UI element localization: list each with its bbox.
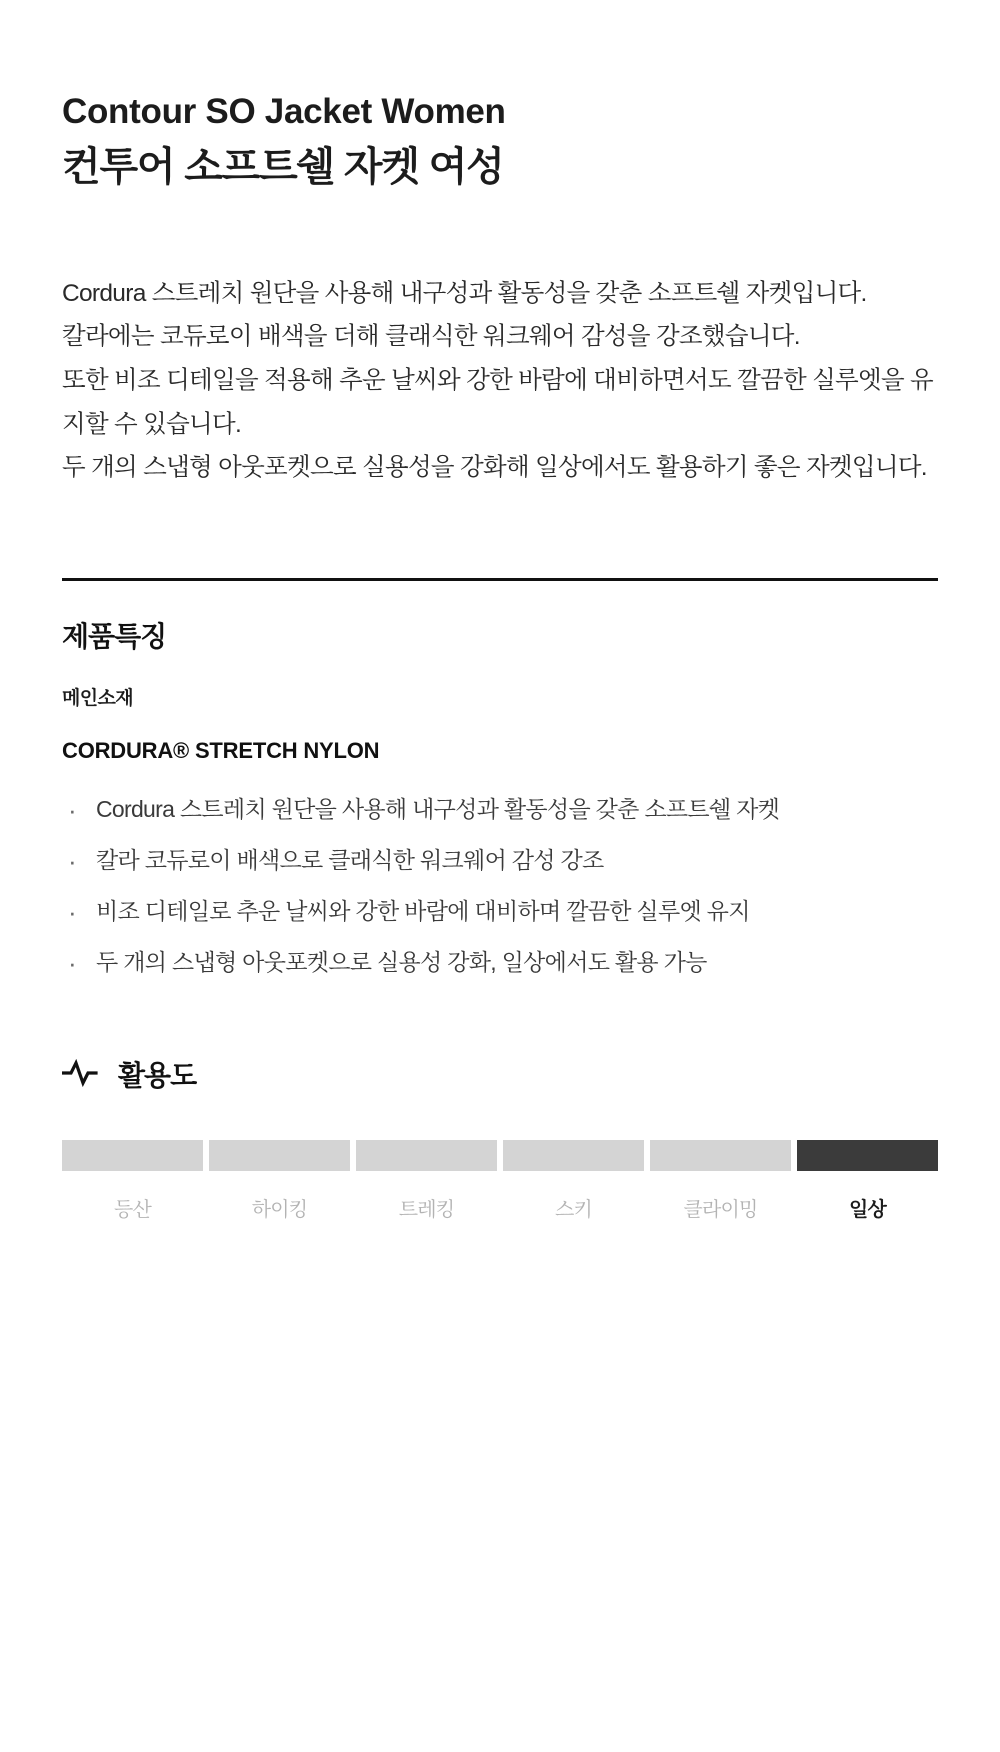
title-block [62, 0, 938, 194]
usage-bar [209, 1140, 350, 1171]
usage-heading: 활용도 [118, 1060, 197, 1092]
usage-bar [62, 1140, 203, 1171]
material-label: 메인소재 [62, 687, 134, 709]
usage-item-ski [503, 1140, 644, 1222]
usage-item-hiking [209, 1140, 350, 1222]
product-title-ko: 컨투어 소프트쉘 자켓 여성 [62, 144, 504, 189]
usage-label: 스키 [554, 1199, 593, 1222]
list-item: · Cordura 스트레치 원단을 사용해 내구성과 활동성을 갖춘 소프트쉘 자켓 [62, 790, 938, 829]
usage-bar [503, 1140, 644, 1171]
intro-line: 칼라에는 코듀로이 배색을 더해 클래식한 워크웨어 감성을 강조했습니다. [62, 323, 800, 351]
usage-bar [356, 1140, 497, 1171]
product-intro [62, 272, 938, 490]
material-name: CORDURA® STRETCH NYLON [62, 737, 380, 763]
usage-label: 일상 [848, 1199, 887, 1222]
section-divider [62, 578, 938, 581]
features-section [62, 615, 938, 982]
list-item: · 두 개의 스냅형 아웃포켓으로 실용성 강화, 일상에서도 활용 가능 [62, 943, 938, 982]
intro-line: 두 개의 스냅형 아웃포켓으로 실용성을 강화해 일상에서도 활용하기 좋은 자켓입니다. [62, 454, 927, 482]
usage-meter [62, 1140, 938, 1222]
product-title-en: Contour SO Jacket Women [62, 92, 506, 131]
usage-item-daily [797, 1140, 938, 1222]
usage-item-trekking [356, 1140, 497, 1222]
list-item: · 칼라 코듀로이 배색으로 클래식한 워크웨어 감성 강조 [62, 841, 938, 880]
usage-label: 등산 [113, 1199, 152, 1222]
usage-bar [650, 1140, 791, 1171]
features-heading: 제품특징 [62, 620, 167, 652]
feature-list [62, 790, 938, 982]
usage-label: 클라이밍 [683, 1199, 758, 1222]
pulse-icon [62, 1057, 108, 1092]
usage-label: 하이킹 [251, 1199, 308, 1222]
usage-section [62, 1054, 938, 1222]
usage-header [62, 1054, 938, 1094]
intro-line: Cordura 스트레치 원단을 사용해 내구성과 활동성을 갖춘 소프트쉘 자켓입니다. [62, 279, 867, 307]
usage-item-climbing [650, 1140, 791, 1222]
usage-bar [797, 1140, 938, 1171]
list-item: · 비조 디테일로 추운 날씨와 강한 바람에 대비하며 깔끔한 실루엣 유지 [62, 892, 938, 931]
usage-item-hiking-mountain [62, 1140, 203, 1222]
intro-line: 또한 비조 디테일을 적용해 추운 날씨와 강한 바람에 대비하면서도 깔끔한 실루엣을 유지할 수 있습니다. [62, 366, 934, 438]
usage-label: 트레킹 [398, 1199, 455, 1222]
